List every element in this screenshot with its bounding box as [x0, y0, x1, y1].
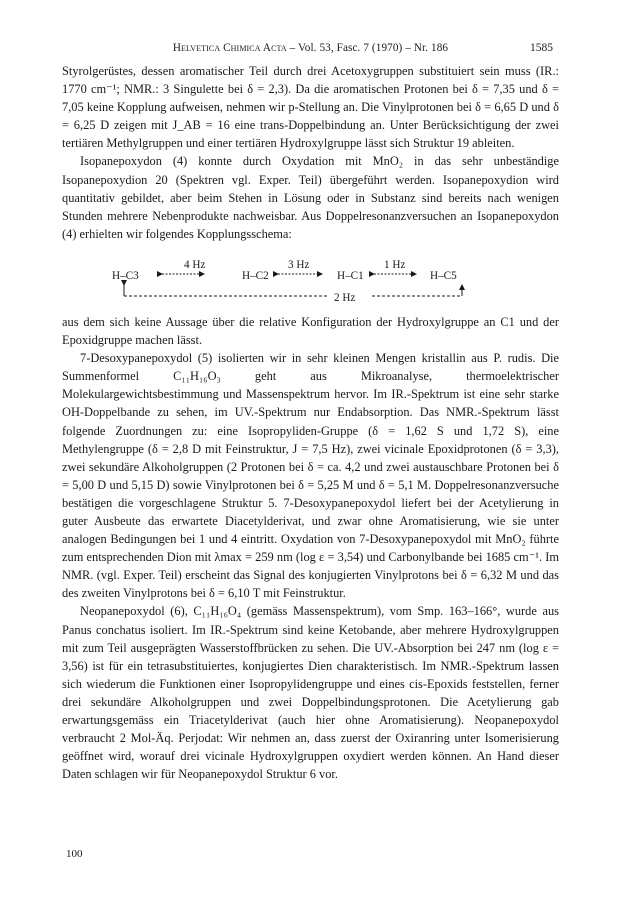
long-range-label: 2 Hz: [334, 291, 356, 304]
paragraph: Neopanepoxydol (6), C₁₁H₁₆O₄ (gemäss Massenspektrum), vom Smp. 163–166°, wurde aus Panus conchatus isoliert. Im IR.-Spektrum sind keine Ketobande, aber mehrere Hydroxylgruppen mit zum Teil ausgeprägten Wasserstoffbrücken zu sehen. Die UV.-Absorption bei 247 nm (log ε = 3,56) ist für ein tetrasubstituiertes, konjugiertes Dien charakteristisch. Im NMR.-Spektrum lassen sich wiederum die Funktionen einer Isopropylidengruppe und eines cis-Epoxids feststellen, ferner drei sekundäre Alkoholgruppen und zwei Doppelbindungsprotonen. Die Acetylierung gab erwartungsgemäss ein Triacetylderivat (auch hier ohne Aromatisierung). Neopanepoxydol verbraucht 2 Mol-Äq. Perjodat: Wir nehmen an, dass zuerst der Oxiranring unter Isomerisierung geöffnet wird, worauf drei vicinale Hydroxylgruppen oxydiert werden können. An Hand dieser Daten schlagen wir für Neopanepoxydol Struktur 6 vor.: [62, 604, 559, 782]
scheme-node: H–C5: [430, 269, 457, 282]
scheme-node: H–C3: [112, 269, 139, 282]
scheme-node: H–C1: [337, 269, 364, 282]
footer-number: 100: [66, 848, 83, 860]
running-header: [62, 42, 559, 54]
paragraph: 7-Desoxypanepoxydol (5) isolierten wir in sehr kleinen Mengen kristallin aus P. rudis. Die Summenformel C₁₁H₁₆O₃ geht aus Mikroanalyse, thermoelektrischer Molekulargewichtsbestimmung und Massenspektrum hervor. Im IR.-Spektrum ist eine sehr starke OH-Doppelbande zu sehen, im UV.-Spektrum nur Endabsorption. Das NMR.-Spektrum lässt folgende Zuordnungen zu: eine Isopropyliden-Gruppe (δ = 1,62 S und 1,72 S), eine Methylengruppe (δ = 2,8 D mit Feinstruktur, J = 7,5 Hz), zwei vicinale Epoxidprotonen (δ = 3,3), zwei sekundäre Alkoholgruppen (2 Protonen bei δ = ca. 4,2 und zwei austauschbare Protonen bei δ = 5,00 D und 5,15 D) sowie Vinylprotonen bei δ = 5,25 M und δ = 5,1 M. Doppelresonanzversuche bestätigen die vorgeschlagene Struktur 5. 7-Desoxypanepoxydol liefert bei der Acetylierung in guter Ausbeute das erwartete Diacetylderivat, und zwar ohne Aromatisierung, wie sie unter analogen Bedingungen bei 1 und 4 eintritt. Oxydation von 7-Desoxypanepoxydol mit MnO₂ führte zum entsprechenden Dion mit λmax = 259 nm (log ε = 3,54) und Carbonylbande bei 1685 cm⁻¹. Im NMR. (vgl. Exper. Teil) erscheint das Signal des konjugierten Vinylprotons bei δ = 6,32 M und das des zweiten Vinylprotons bei δ = 6,10 T mit Feinstruktur.: [62, 351, 559, 601]
journal-details: – Vol. 53, Fasc. 7 (1970) – Nr. 186: [289, 42, 449, 54]
paragraph: Isopanepoxydon (4) konnte durch Oxydation mit MnO₂ in das sehr unbeständige Isopanepoxydion 20 (Spektren vgl. Exper. Teil) übergeführt werden. Isopanepoxydion wird quantitativ gebildet, aber beim Stehen in Lösung oder in Substanz sind bereits nach wenigen Stunden mehrere Nebenprodukte nachweisbar. Aus Doppelresonanzversuchen an Isopanepoxydon (4) erhielten wir folgendes Kopplungsschema:: [62, 154, 559, 241]
body-text: [62, 62, 559, 783]
coupling-scheme: [62, 249, 559, 307]
paragraph: aus dem sich keine Aussage über die relative Konfiguration der Hydroxylgruppe an C1 und der Epoxidgruppe machen lässt.: [62, 314, 559, 348]
coupling-label: 1 Hz: [384, 258, 406, 271]
scheme-node: H–C2: [242, 269, 269, 282]
coupling-label: 4 Hz: [184, 258, 206, 271]
coupling-label: 3 Hz: [288, 258, 310, 271]
paragraph: Styrolgerüstes, dessen aromatischer Teil durch drei Acetoxygruppen substituiert sein muss (IR.: 1770 cm⁻¹; NMR.: 3 Singulette bei δ = 2,3). Da die aromatischen Protonen bei δ = 7,35 und δ = 7,05 keine Kopplung aufweisen, nehmen wir p-Stellung an. Die Vinylprotonen bei δ = 6,65 D und δ = 6,25 D zeigen mit J_AB = 16 eine trans-Doppelbindung an. Unter Berücksichtigung der zwei tertiären Methylgruppen und einer tertiären Hydroxylgruppe lässt sich Struktur 19 ableiten.: [62, 64, 559, 151]
journal-name: Helvetica Chimica Acta: [172, 42, 287, 54]
page-number: 1585: [530, 42, 553, 54]
